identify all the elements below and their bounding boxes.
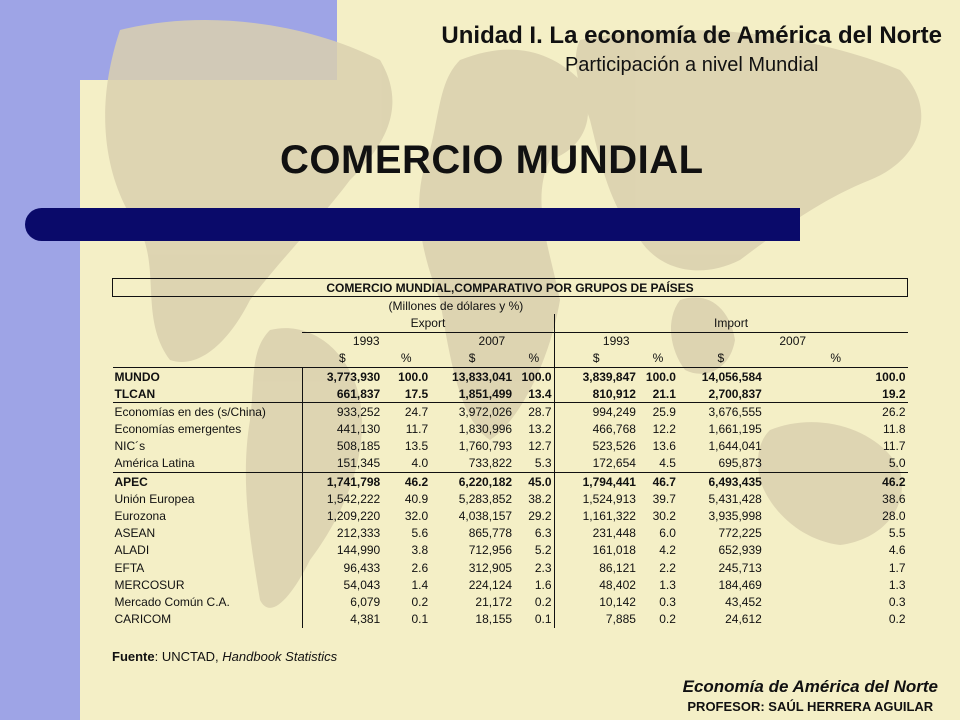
table-cell: 28.0	[882, 509, 906, 524]
year-import-2007: 2007	[779, 334, 807, 349]
table-cell: 100.0	[638, 367, 678, 385]
table-cell: 5,431,428	[708, 491, 762, 506]
table-cell: 1.4	[411, 577, 429, 592]
table-caption: COMERCIO MUNDIAL,COMPARATIVO POR GRUPOS DE PAÍSES	[113, 279, 908, 297]
table-cell: 0.1	[514, 611, 554, 628]
table-cell: 100.0	[764, 367, 908, 385]
source-text: Handbook Statistics	[222, 649, 338, 664]
row-label: CARICOM	[113, 611, 303, 628]
table-cell: 1,542,222	[326, 491, 381, 506]
table-row	[113, 473, 908, 491]
row-label: MERCOSUR	[113, 576, 303, 593]
table-cell: 695,873	[678, 455, 764, 473]
table-cell: 4.0	[382, 455, 430, 473]
table-cell: 3.8	[411, 543, 429, 558]
table-cell: 144,990	[336, 543, 381, 558]
table-cell: 6,220,182	[458, 474, 513, 489]
table-cell: 652,939	[718, 543, 762, 558]
table-cell: 2.3	[514, 559, 554, 576]
row-label: MUNDO	[113, 367, 303, 385]
slide-title: COMERCIO MUNDIAL	[280, 138, 704, 182]
table-cell: 38.2	[514, 490, 554, 507]
slide-footer	[683, 677, 938, 714]
table-cell: 2.6	[411, 560, 429, 575]
subheader-cell: %	[652, 351, 664, 366]
table-cell: 3,935,998	[708, 509, 762, 524]
table-cell: 172,654	[554, 455, 638, 473]
table-cell: 30.2	[652, 509, 676, 524]
table-cell: 2.2	[659, 560, 676, 575]
row-label: Mercado Común C.A.	[113, 593, 303, 610]
table-cell: 1,644,041	[708, 439, 762, 454]
table-row	[113, 611, 908, 628]
table-cell: 184,469	[718, 577, 762, 592]
table-cell: 46.2	[882, 474, 906, 489]
row-label: ALADI	[113, 542, 303, 559]
table-cell: 151,345	[302, 455, 382, 473]
table-cell: 11.8	[883, 422, 906, 437]
table-cell: 21.1	[638, 385, 678, 403]
table-cell: 6,079	[350, 594, 381, 609]
table-cell: 2,700,837	[678, 385, 764, 403]
table-row	[113, 490, 908, 507]
subheader-cell: $	[592, 351, 600, 366]
table-cell: 45.0	[514, 473, 554, 491]
table-cell: 865,778	[468, 526, 513, 541]
unit-subtitle: Participación a nivel Mundial	[564, 54, 819, 76]
table-cell: 933,252	[336, 404, 381, 419]
table-cell: 0.2	[411, 594, 429, 609]
table-cell: 38.6	[882, 491, 906, 506]
table-cell: 32.0	[404, 509, 429, 524]
table-cell: 4,038,157	[458, 509, 513, 524]
table-cell: 12.7	[514, 438, 554, 455]
table-cell: 3,972,026	[458, 404, 513, 419]
group-import: Import	[554, 314, 907, 332]
table-cell: 3,773,930	[302, 367, 382, 385]
table-cell: 1.7	[888, 560, 906, 575]
row-label: Unión Europea	[113, 490, 303, 507]
row-label: NIC´s	[113, 438, 303, 455]
row-label: Economías emergentes	[113, 421, 303, 438]
table-cell: 13.2	[514, 421, 554, 438]
table-cell: 100.0	[382, 367, 430, 385]
table-cell: 3,839,847	[554, 367, 638, 385]
subheader-cell: %	[830, 351, 841, 366]
table-cell: 523,526	[592, 439, 636, 454]
year-export-1993: 1993	[352, 334, 380, 349]
table-row	[113, 559, 908, 576]
table-cell: 4.6	[888, 543, 906, 558]
row-label: América Latina	[113, 455, 303, 473]
table-cell: 772,225	[718, 526, 762, 541]
table-cell: 18,155	[475, 612, 513, 627]
table-cell: 43,452	[725, 594, 762, 609]
table-cell: 7,885	[605, 612, 636, 627]
table-row	[113, 593, 908, 610]
table-cell: 1,209,220	[326, 509, 381, 524]
subheader-cell: %	[514, 350, 554, 368]
table-cell: 86,121	[599, 560, 636, 575]
table-cell: 994,249	[592, 404, 636, 419]
table-cell: 231,448	[592, 526, 636, 541]
table-cell: 48,402	[599, 577, 636, 592]
table-cell: 24.7	[404, 404, 429, 419]
table-cell: 5,283,852	[458, 491, 513, 506]
table-cell: 17.5	[382, 385, 430, 403]
table-cell: 441,130	[336, 422, 381, 437]
table-cell: 5.2	[514, 542, 554, 559]
trade-table	[112, 278, 908, 628]
row-label: Eurozona	[113, 507, 303, 524]
table-cell: 733,822	[430, 455, 514, 473]
table-cell: 11.7	[883, 439, 906, 454]
table-cell: 212,333	[336, 526, 381, 541]
table-cell: 6.0	[659, 526, 676, 541]
table-cell: 224,124	[468, 577, 513, 592]
table-cell: 13.6	[652, 439, 676, 454]
table-row	[113, 403, 908, 421]
table-cell: 508,185	[336, 439, 381, 454]
table-cell: 1,741,798	[326, 474, 381, 489]
table-cell: 46.7	[652, 474, 676, 489]
table-cell: 1,830,996	[458, 422, 513, 437]
slide-header	[441, 22, 942, 77]
subheader-cell: $	[338, 351, 346, 366]
table-cell: 39.7	[652, 491, 676, 506]
table-cell: 1,851,499	[430, 385, 514, 403]
table-row	[113, 438, 908, 455]
table-cell: 6.3	[514, 525, 554, 542]
table-row	[113, 385, 908, 403]
table-units: (Millones de dólares y %)	[388, 298, 524, 313]
table-caption-row	[113, 279, 908, 297]
table-subheader-row	[113, 350, 908, 368]
table-cell: 712,956	[468, 543, 513, 558]
table-cell: 46.2	[404, 474, 429, 489]
table-row	[113, 507, 908, 524]
table-cell: 4,381	[350, 612, 381, 627]
table-cell: 100.0	[514, 367, 554, 385]
table-cell: 12.2	[652, 422, 676, 437]
table-cell: 96,433	[343, 560, 381, 575]
table-cell: 10,142	[599, 594, 636, 609]
table-row	[113, 542, 908, 559]
table-cell: 0.3	[888, 594, 906, 609]
table-cell: 0.1	[411, 612, 429, 627]
table-cell: 26.2	[882, 404, 906, 419]
footer-professor: PROFESOR: SAÚL HERRERA AGUILAR	[687, 699, 934, 714]
table-cell: 1,161,322	[582, 509, 636, 524]
table-cell: 1,794,441	[582, 474, 636, 489]
table-cell: 1,524,913	[582, 491, 636, 506]
left-accent-bar	[0, 0, 80, 720]
row-label: TLCAN	[113, 385, 303, 403]
subheader-cell: $	[468, 351, 476, 366]
table-cell: 1.3	[659, 577, 676, 592]
table-cell: 5.3	[514, 455, 554, 473]
table-cell: 40.9	[404, 491, 429, 506]
table-row	[113, 576, 908, 593]
table-cell: 5.6	[411, 526, 429, 541]
table-cell: 161,018	[592, 543, 636, 558]
table-cell: 13.4	[514, 385, 554, 403]
source-separator: : UNCTAD,	[154, 649, 223, 664]
table-year-row	[113, 332, 908, 350]
table-cell: 1,661,195	[708, 422, 762, 437]
table-cell: 24,612	[725, 612, 762, 627]
table-cell: 1.3	[888, 577, 906, 592]
table-row	[113, 455, 908, 473]
title-underline-band	[25, 208, 800, 241]
source-note	[112, 649, 337, 664]
table-cell: 5.0	[764, 455, 908, 473]
source-label: Fuente	[112, 649, 155, 664]
unit-title: Unidad I. La economía de América del Norte	[441, 22, 942, 49]
table-group-row	[113, 314, 908, 332]
year-export-2007: 2007	[430, 332, 554, 350]
row-label: Economías en des (s/China)	[113, 403, 303, 421]
table-cell: 466,768	[592, 422, 636, 437]
table-cell: 6,493,435	[708, 474, 762, 489]
group-export: Export	[302, 314, 554, 332]
table-cell: 29.2	[514, 507, 554, 524]
table-cell: 28.7	[514, 403, 554, 421]
table-cell: 54,043	[343, 577, 381, 592]
table-cell: 3,676,555	[708, 404, 762, 419]
table-cell: 245,713	[718, 560, 762, 575]
table-units-row	[113, 297, 908, 315]
table-cell: 312,905	[468, 560, 513, 575]
table-cell: 13.5	[404, 439, 429, 454]
table-cell: 1.6	[514, 576, 554, 593]
table-cell: 0.2	[888, 612, 906, 627]
table-cell: 21,172	[475, 594, 513, 609]
table-cell: 19.2	[764, 385, 908, 403]
year-import-1993: 1993	[602, 334, 630, 349]
table-cell: 1,760,793	[458, 439, 513, 454]
subheader-cell: $	[717, 351, 725, 366]
table-cell: 5.5	[888, 526, 906, 541]
table-cell: 0.2	[514, 593, 554, 610]
table-cell: 13,833,041	[430, 367, 514, 385]
table-row	[113, 367, 908, 385]
row-label: ASEAN	[113, 525, 303, 542]
table-row	[113, 421, 908, 438]
table-cell: 25.9	[652, 404, 676, 419]
subheader-cell: %	[400, 351, 412, 366]
table-cell: 4.5	[638, 455, 678, 473]
table-cell: 0.3	[659, 594, 676, 609]
table-cell: 810,912	[554, 385, 638, 403]
table-cell: 4.2	[659, 543, 676, 558]
table-row	[113, 525, 908, 542]
row-label: APEC	[113, 473, 303, 491]
footer-course-title: Economía de América del Norte	[682, 677, 938, 696]
table-cell: 661,837	[302, 385, 382, 403]
table-cell: 0.2	[659, 612, 676, 627]
table-cell: 11.7	[405, 422, 429, 437]
row-label: EFTA	[113, 559, 303, 576]
table-cell: 14,056,584	[678, 367, 764, 385]
